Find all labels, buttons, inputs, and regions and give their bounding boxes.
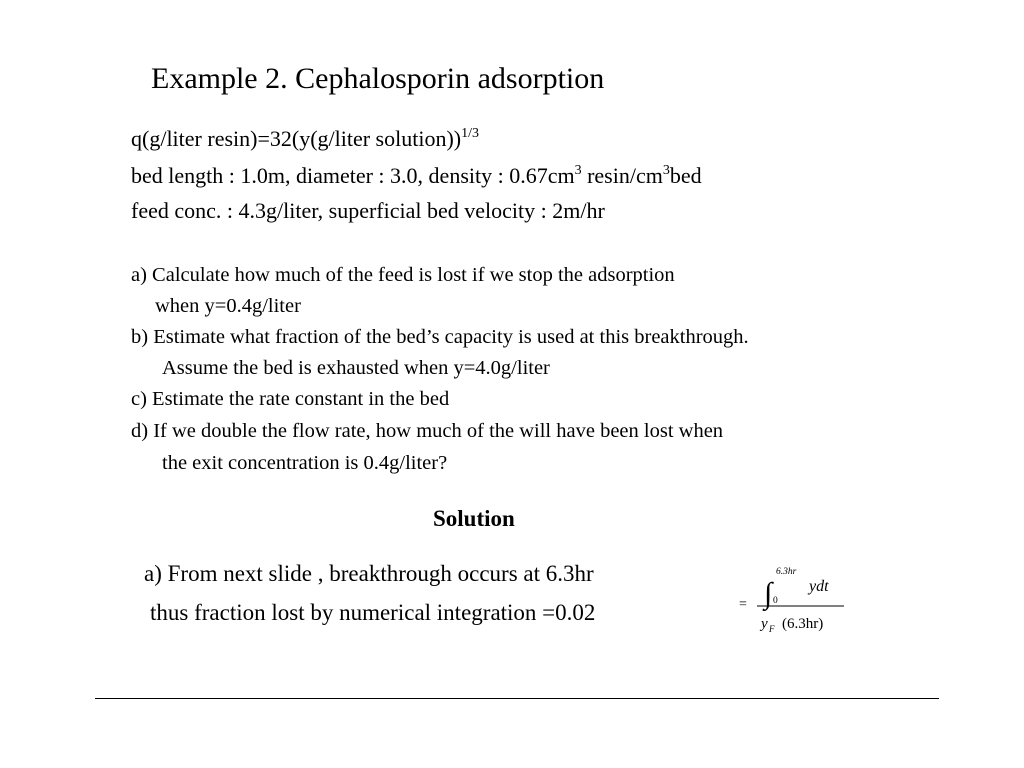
bed-parameters bbox=[131, 163, 702, 189]
bed-parameters-text-b: resin/cm bbox=[581, 163, 663, 188]
formula-integrand: ydt bbox=[809, 578, 829, 595]
question-c-line-1: c) Estimate the rate constant in the bed bbox=[131, 388, 450, 410]
isotherm-text: q(g/liter resin)=32(y(g/liter solution)) bbox=[131, 126, 462, 151]
question-b-line-1: b) Estimate what fraction of the bed’s capacity is used at this breakthrough. bbox=[131, 326, 749, 348]
formula-equals: = bbox=[739, 597, 747, 612]
fraction-lost-formula bbox=[736, 560, 856, 640]
integral-upper-limit: 6.3hr bbox=[776, 567, 797, 577]
slide-title: Example 2. Cephalosporin adsorption bbox=[151, 62, 605, 95]
solution-heading: Solution bbox=[433, 506, 515, 531]
bed-parameters-sup-2: 3 bbox=[662, 163, 670, 178]
question-b-line-2: Assume the bed is exhausted when y=4.0g/liter bbox=[162, 357, 550, 379]
footer-divider bbox=[95, 698, 939, 699]
integral-sign: ∫ bbox=[764, 577, 773, 610]
integral-lower-limit: 0 bbox=[773, 596, 778, 606]
feed-parameters: feed conc. : 4.3g/liter, superficial bed velocity : 2m/hr bbox=[131, 198, 605, 223]
question-d-line-1: d) If we double the flow rate, how much of the will have been lost when bbox=[131, 420, 724, 442]
solution-line-2: thus fraction lost by numerical integration =0.02 bbox=[150, 600, 596, 625]
bed-parameters-text-c: bed bbox=[669, 163, 702, 188]
bed-parameters-text-a: bed length : 1.0m, diameter : 3.0, density : 0.67cm bbox=[131, 163, 575, 188]
formula-denominator: y bbox=[761, 616, 768, 632]
formula-denominator-subscript: F bbox=[769, 624, 775, 634]
formula-svg bbox=[736, 560, 856, 640]
question-d-line-2: the exit concentration is 0.4g/liter? bbox=[162, 452, 448, 474]
isotherm-exponent: 1/3 bbox=[461, 126, 479, 141]
solution-line-1: a) From next slide , breakthrough occurs at 6.3hr bbox=[144, 561, 594, 586]
question-a-line-2: when y=0.4g/liter bbox=[155, 295, 301, 317]
bed-parameters-sup-1: 3 bbox=[574, 163, 582, 178]
question-a-line-1: a) Calculate how much of the feed is lost if we stop the adsorption bbox=[131, 264, 675, 286]
isotherm-equation bbox=[131, 126, 479, 152]
formula-denominator-argument: (6.3hr) bbox=[782, 616, 824, 632]
